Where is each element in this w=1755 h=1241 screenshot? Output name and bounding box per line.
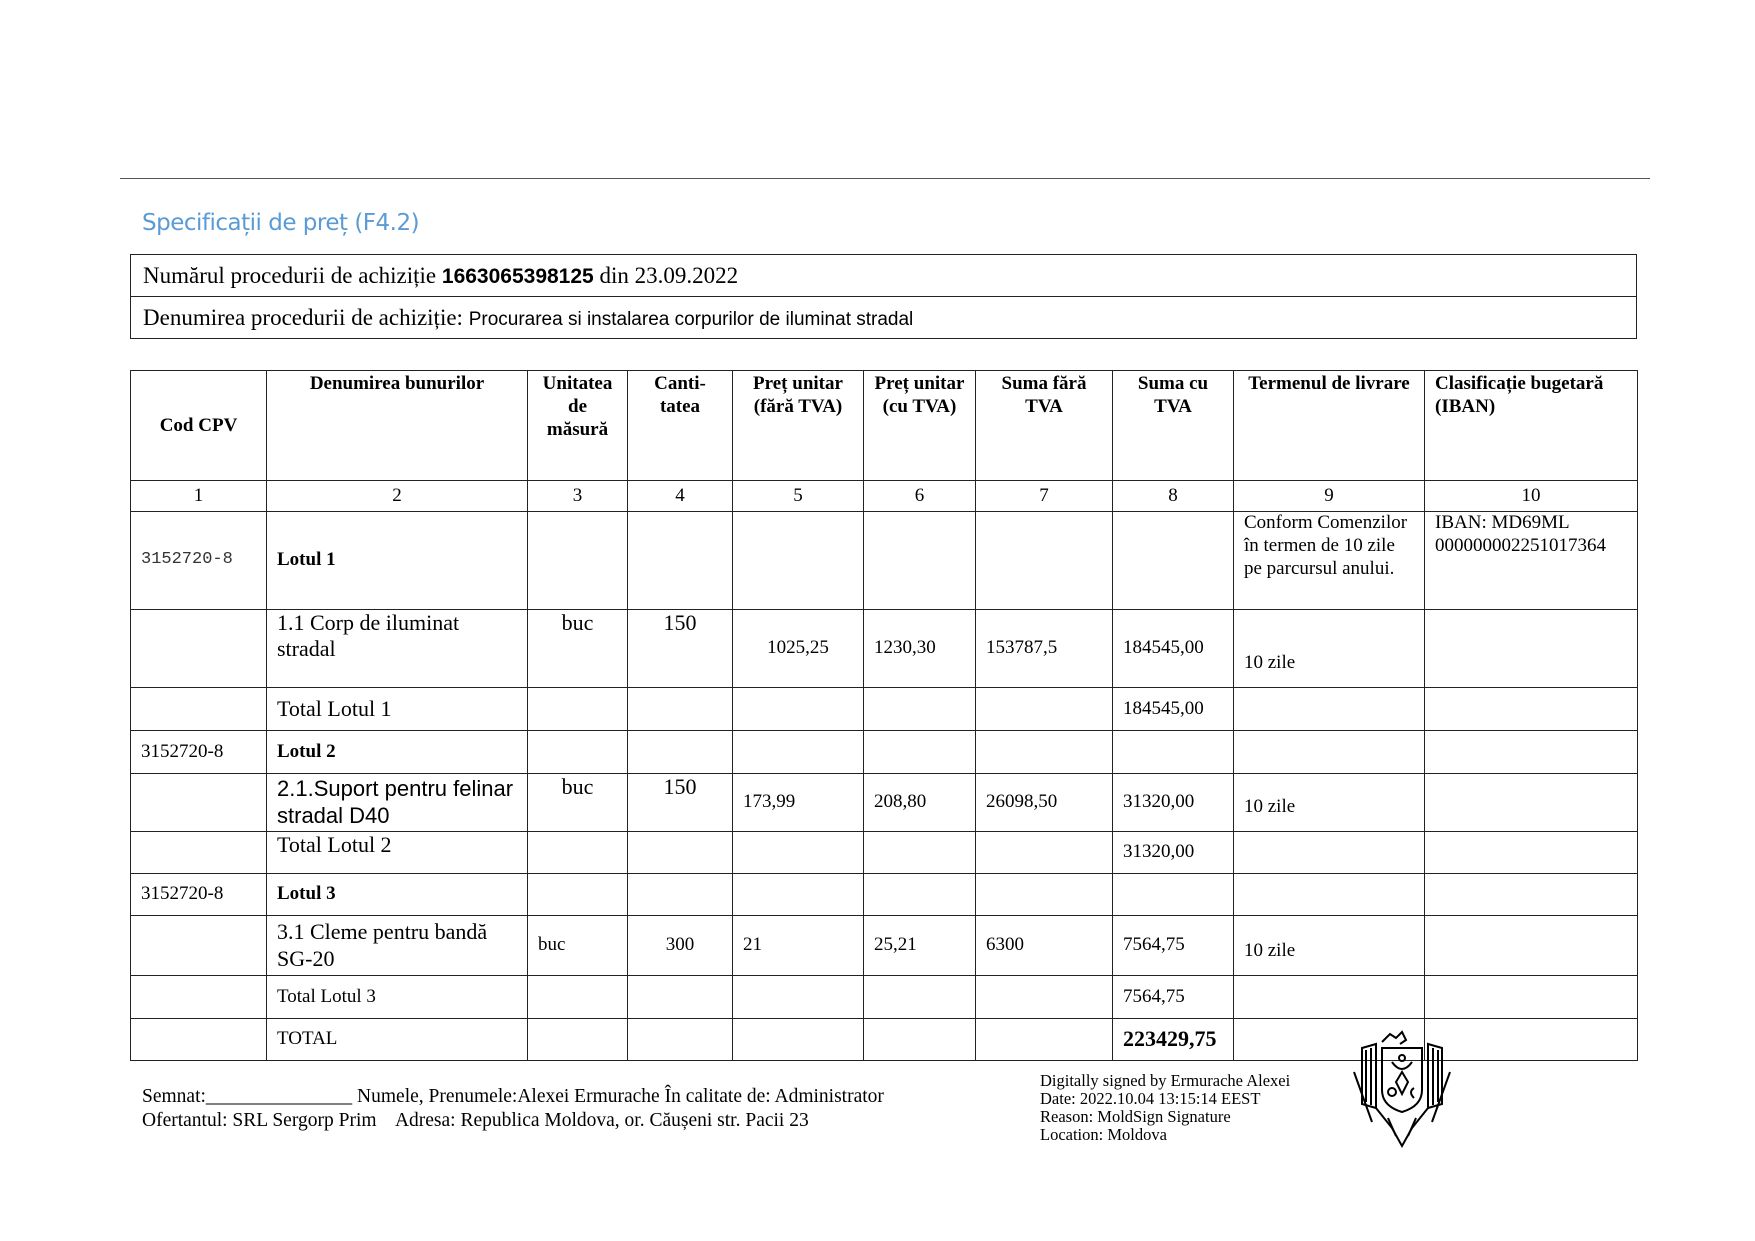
column-number: 2 [267, 481, 528, 512]
cell-cpv-code [131, 832, 267, 874]
cell-unit [528, 1019, 628, 1061]
cell-quantity: 150 [628, 774, 733, 832]
cell-unit-price-no-vat: 21 [733, 916, 864, 976]
cell-quantity [628, 731, 733, 774]
cell-cpv-code [131, 976, 267, 1019]
cell-unit-price-no-vat [733, 512, 864, 610]
cell-cpv-code: 3152720-8 [131, 731, 267, 774]
lot-total-row [131, 688, 1638, 731]
cell-cpv-code: 3152720-8 [131, 512, 267, 610]
cell-goods-name: Total Lotul 2 [267, 832, 528, 874]
cell-delivery-term [1234, 874, 1425, 916]
cell-unit-price-no-vat [733, 688, 864, 731]
column-number: 4 [628, 481, 733, 512]
cell-unit-price-vat: 208,80 [864, 774, 976, 832]
cell-delivery-term: Conform Comenzilor în termen de 10 zile pe parcursul anului. [1234, 512, 1425, 610]
procedure-info-table [130, 254, 1637, 339]
signatory-line: Semnat:_______________ Numele, Prenumele:Alexei Ermurache În calitate de: Administrator [142, 1086, 884, 1107]
cell-sum-no-vat [976, 512, 1113, 610]
cell-goods-name: 3.1 Cleme pentru bandă SG-20 [267, 916, 528, 976]
column-header-delivery-term: Termenul de livrare [1234, 371, 1425, 481]
procedure-date: din 23.09.2022 [599, 262, 739, 288]
page-title: Specificații de preț (F4.2) [142, 210, 420, 236]
cell-quantity: 300 [628, 916, 733, 976]
column-header-sum-no-vat: Suma fără TVA [976, 371, 1113, 481]
cell-iban [1425, 688, 1638, 731]
signature-location: Location: Moldova [1040, 1125, 1167, 1144]
cell-quantity [628, 1019, 733, 1061]
cell-sum-vat: 223429,75 [1113, 1019, 1234, 1061]
cell-cpv-code [131, 774, 267, 832]
signature-reason: Reason: MoldSign Signature [1040, 1107, 1231, 1126]
cell-unit [528, 688, 628, 731]
cell-goods-name: 1.1 Corp de iluminat stradal [267, 610, 528, 688]
item-row [131, 610, 1638, 688]
cell-quantity [628, 832, 733, 874]
header-row [131, 371, 1638, 481]
cell-unit [528, 832, 628, 874]
cell-unit-price-no-vat: 1025,25 [733, 610, 864, 688]
cell-delivery-term [1234, 688, 1425, 731]
cell-sum-no-vat: 6300 [976, 916, 1113, 976]
cell-delivery-term: 10 zile [1234, 916, 1425, 976]
cell-unit-price-no-vat [733, 832, 864, 874]
cell-goods-name: Total Lotul 1 [267, 688, 528, 731]
cell-unit: buc [528, 610, 628, 688]
cell-unit [528, 874, 628, 916]
cell-unit-price-no-vat [733, 731, 864, 774]
header-divider [120, 178, 1650, 179]
column-header-iban: Clasificație bugetară (IBAN) [1425, 371, 1638, 481]
column-header-cpv-code: Cod CPV [131, 371, 267, 481]
cell-sum-vat: 31320,00 [1113, 774, 1234, 832]
cell-unit: buc [528, 916, 628, 976]
cell-sum-vat: 184545,00 [1113, 610, 1234, 688]
moldova-coat-of-arms-icon [1352, 1028, 1452, 1153]
price-specification-table [130, 370, 1638, 1061]
cell-goods-name: TOTAL [267, 1019, 528, 1061]
cell-unit-price-vat [864, 832, 976, 874]
column-header-sum-vat: Suma cu TVA [1113, 371, 1234, 481]
cell-unit-price-vat [864, 731, 976, 774]
cell-goods-name: Lotul 2 [267, 731, 528, 774]
cell-sum-no-vat [976, 976, 1113, 1019]
lot-total-row [131, 832, 1638, 874]
column-number: 10 [1425, 481, 1638, 512]
cell-sum-vat [1113, 731, 1234, 774]
cell-unit [528, 512, 628, 610]
cell-iban [1425, 976, 1638, 1019]
cell-delivery-term: 10 zile [1234, 774, 1425, 832]
cell-sum-no-vat [976, 832, 1113, 874]
cell-quantity [628, 688, 733, 731]
cell-iban [1425, 916, 1638, 976]
cell-quantity: 150 [628, 610, 733, 688]
cell-goods-name: Total Lotul 3 [267, 976, 528, 1019]
cell-sum-vat: 7564,75 [1113, 976, 1234, 1019]
cell-iban [1425, 1019, 1638, 1061]
cell-unit-price-no-vat [733, 1019, 864, 1061]
cell-iban [1425, 874, 1638, 916]
procedure-name-label: Denumirea procedurii de achiziție: [143, 304, 463, 330]
column-number: 8 [1113, 481, 1234, 512]
cell-iban [1425, 774, 1638, 832]
cell-cpv-code [131, 916, 267, 976]
cell-delivery-term [1234, 976, 1425, 1019]
cell-unit-price-vat: 1230,30 [864, 610, 976, 688]
cell-cpv-code [131, 610, 267, 688]
cell-sum-no-vat: 26098,50 [976, 774, 1113, 832]
cell-unit-price-no-vat [733, 976, 864, 1019]
cell-unit-price-vat [864, 688, 976, 731]
cell-unit-price-no-vat [733, 874, 864, 916]
cell-unit-price-no-vat: 173,99 [733, 774, 864, 832]
cell-unit-price-vat [864, 1019, 976, 1061]
cell-sum-no-vat: 153787,5 [976, 610, 1113, 688]
item-row [131, 916, 1638, 976]
cell-unit: buc [528, 774, 628, 832]
lot-total-row [131, 976, 1638, 1019]
cell-sum-no-vat [976, 1019, 1113, 1061]
cell-goods-name: Lotul 3 [267, 874, 528, 916]
column-number: 6 [864, 481, 976, 512]
cell-delivery-term: 10 zile [1234, 610, 1425, 688]
cell-sum-vat [1113, 874, 1234, 916]
cell-iban [1425, 610, 1638, 688]
procedure-name-row [131, 297, 1637, 339]
cell-sum-no-vat [976, 688, 1113, 731]
cell-cpv-code: 3152720-8 [131, 874, 267, 916]
cell-sum-vat: 31320,00 [1113, 832, 1234, 874]
digital-signature [1040, 1072, 1290, 1144]
cell-unit-price-vat [864, 512, 976, 610]
cell-unit [528, 731, 628, 774]
cell-goods-name: Lotul 1 [267, 512, 528, 610]
cell-sum-vat [1113, 512, 1234, 610]
cell-cpv-code [131, 1019, 267, 1061]
cell-sum-vat: 184545,00 [1113, 688, 1234, 731]
cell-sum-vat: 7564,75 [1113, 916, 1234, 976]
column-number-row [131, 481, 1638, 512]
column-header-quantity: Canti-tatea [628, 371, 733, 481]
column-header-goods-name: Denumirea bunurilor [267, 371, 528, 481]
cell-unit [528, 976, 628, 1019]
procedure-number-value: 1663065398125 [441, 264, 594, 288]
cell-cpv-code [131, 688, 267, 731]
cell-unit-price-vat [864, 874, 976, 916]
column-number: 5 [733, 481, 864, 512]
cell-unit-price-vat: 25,21 [864, 916, 976, 976]
cell-sum-no-vat [976, 731, 1113, 774]
column-header-unit-price-vat: Preț unitar (cu TVA) [864, 371, 976, 481]
cell-goods-name: 2.1.Suport pentru felinar stradal D40 [267, 774, 528, 832]
signatory-block [142, 1085, 884, 1133]
signed-by: Digitally signed by Ermurache Alexei [1040, 1071, 1291, 1090]
lot-2-row [131, 731, 1638, 774]
cell-iban [1425, 731, 1638, 774]
item-row [131, 774, 1638, 832]
cell-quantity [628, 874, 733, 916]
cell-sum-no-vat [976, 874, 1113, 916]
procedure-number-label: Numărul procedurii de achiziție [143, 262, 437, 288]
cell-quantity [628, 512, 733, 610]
procedure-number-row [131, 255, 1637, 297]
column-number: 9 [1234, 481, 1425, 512]
cell-iban: IBAN: MD69ML 000000002251017364 [1425, 512, 1638, 610]
column-number: 1 [131, 481, 267, 512]
procedure-name-value: Procurarea si instalarea corpurilor de iluminat stradal [468, 308, 914, 330]
column-number: 3 [528, 481, 628, 512]
column-number: 7 [976, 481, 1113, 512]
cell-delivery-term [1234, 731, 1425, 774]
cell-iban [1425, 832, 1638, 874]
cell-delivery-term [1234, 832, 1425, 874]
signature-date: Date: 2022.10.04 13:15:14 EEST [1040, 1089, 1261, 1108]
cell-quantity [628, 976, 733, 1019]
bidder-line: Ofertantul: SRL Sergorp Prim Adresa: Republica Moldova, or. Căușeni str. Pacii 23 [142, 1110, 809, 1131]
column-header-unit: Unitatea de măsură [528, 371, 628, 481]
cell-unit-price-vat [864, 976, 976, 1019]
lot-3-row [131, 874, 1638, 916]
column-header-unit-price-no-vat: Preț unitar (fără TVA) [733, 371, 864, 481]
lot-1-row [131, 512, 1638, 610]
